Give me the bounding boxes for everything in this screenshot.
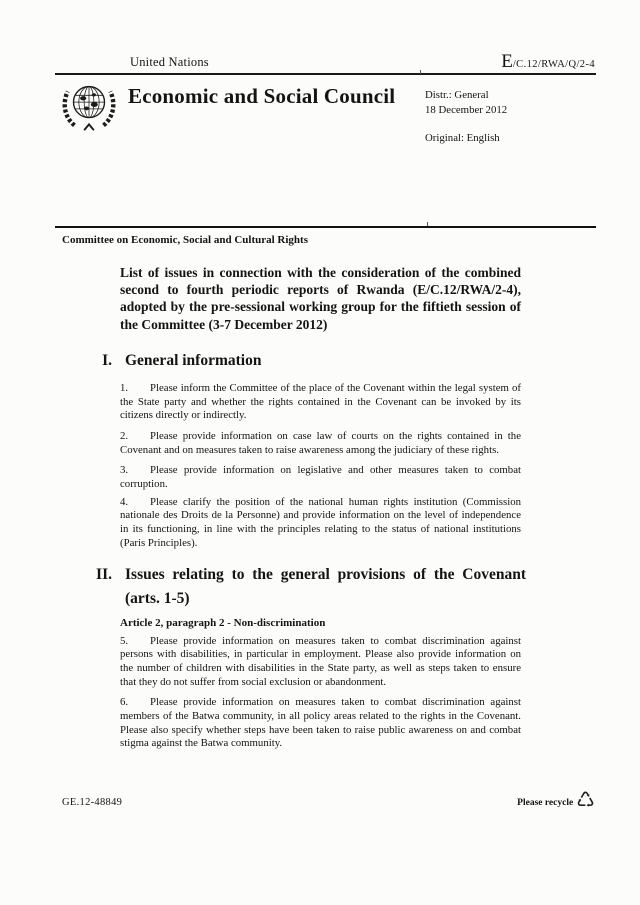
recycle-label: Please recycle <box>517 797 574 808</box>
distr-line: Distr.: General <box>425 89 489 101</box>
org-name: United Nations <box>130 55 209 69</box>
document-symbol-prefix: E <box>501 51 513 72</box>
paragraph-number: 2. <box>120 429 129 442</box>
document-symbol <box>501 51 595 73</box>
date-line: 18 December 2012 <box>425 103 508 116</box>
paragraph-text: Please provide information on case law of courts on the rights contained in the Covenant and on measures taken to raise awareness among the judiciary of these rights. <box>120 429 521 456</box>
paragraph-4 <box>120 496 521 551</box>
article-subheading: Article 2, paragraph 2 - Non-discrimination <box>120 616 326 629</box>
paragraph-6 <box>120 696 521 751</box>
page-title: Economic and Social Council <box>128 84 396 108</box>
un-emblem-icon <box>58 77 120 133</box>
paragraph-number: 4. <box>120 495 129 508</box>
section-heading-general-provisions <box>0 563 640 611</box>
section-title: General information <box>125 351 262 369</box>
paragraph-number: 5. <box>120 634 129 647</box>
header-rule-thin <box>55 73 596 75</box>
paragraph-text: Please clarify the position of the national human rights institution (Commission nationale des Droits de la Personne) and provide information on the level of independence in its functioning, in line with the principles relating to the status of national institutions (Paris Principles). <box>120 495 521 549</box>
paragraph-1 <box>120 382 521 423</box>
paragraph-number: 1. <box>120 381 129 394</box>
committee-line: Committee on Economic, Social and Cultural Rights <box>62 234 308 246</box>
section-numeral: II. <box>96 565 112 583</box>
paragraph-text: Please provide information on measures taken to combat discrimination against persons with disabilities, in particular in employment. Please also provide information on the number of children with disabilities in the State party, as well as steps taken to ensure that they do not suffer from social exclusion or abandonment. <box>120 634 521 688</box>
paragraph-text: Please provide information on measures taken to combat discrimination against members of the Batwa community, in all policy areas related to the rights in the Covenant. Please also specify whether steps have been taken to raise public awareness on and combat stigma against the Batwa community. <box>120 696 521 750</box>
document-reference-code: GE.12-48849 <box>62 797 123 808</box>
paragraph-number: 6. <box>120 696 129 709</box>
original-language-line: Original: English <box>425 132 500 144</box>
paragraph-text: Please inform the Committee of the place of the Covenant within the legal system of the State party and whether the rights contained in the Covenant can be invoked by its citizens directly or indirectly. <box>120 381 521 422</box>
recycle-notice <box>517 788 595 813</box>
recycle-icon: ♺ <box>576 788 595 812</box>
section-heading-general-information <box>0 349 640 373</box>
paragraph-5 <box>120 635 521 690</box>
document-body <box>0 234 640 751</box>
distribution-block <box>425 88 507 117</box>
paragraph-2 <box>120 430 521 457</box>
document-title: List of issues in connection with the consideration of the combined second to fourth periodic reports of Rwanda (E/C.12/RWA/2-4), adopted by the pre-sessional working group for the fiftieth session of the Committee (3-7 December 2012) <box>120 265 521 332</box>
section-title: Issues relating to the general provisions of the Covenant (arts. 1-5) <box>125 565 526 607</box>
paragraph-number: 3. <box>120 464 129 477</box>
paragraph-text: Please provide information on legislative and other measures taken to combat corruption. <box>120 464 521 491</box>
section-numeral: I. <box>102 351 112 369</box>
document-symbol-rest: /C.12/RWA/Q/2-4 <box>512 59 595 70</box>
header-rule-thick <box>55 226 596 228</box>
paragraph-3 <box>120 464 521 491</box>
